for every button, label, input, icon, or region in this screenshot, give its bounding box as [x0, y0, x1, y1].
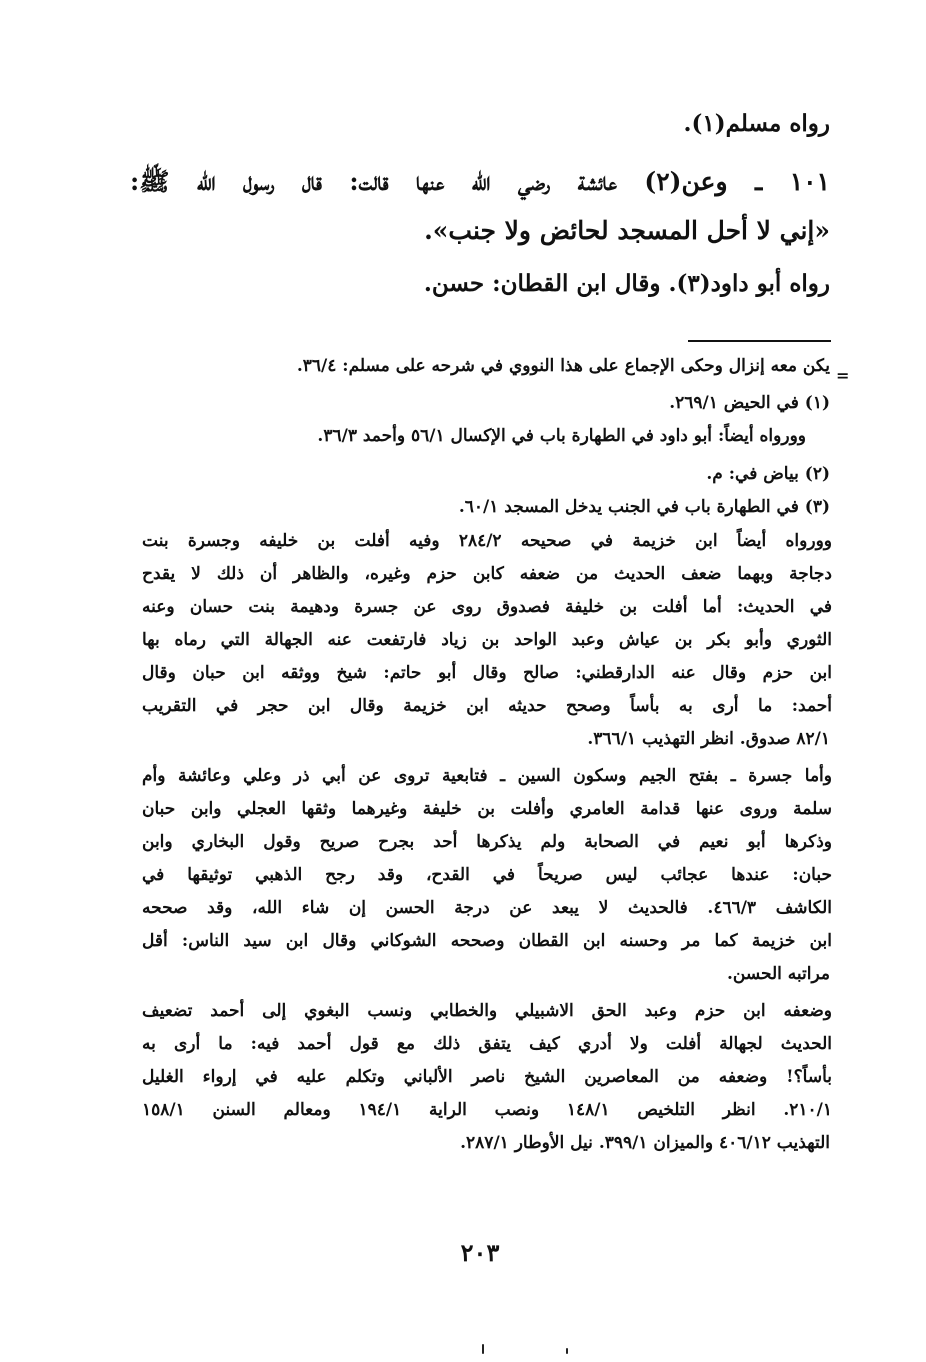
- footnote-divider: [688, 340, 831, 342]
- footnote-3: (٣) في الطهارة باب في الجنب يدخل المسجد ٦٠/١.: [458, 497, 830, 517]
- footnote-3-para1-line: ابن حزم وقال عنه الدارقطني: صالح وقال أبو حاتم: شيخ ووثقه ابن حبان وقال: [142, 663, 832, 683]
- page-number: ٢٠٣: [460, 1238, 500, 1267]
- footnote-3-para2-line: سلمة وروى عنها قدامة العامري وأفلت بن خليفة وغيرهما وثقها العجلي وابن حبان: [142, 799, 832, 819]
- main-line-hadith-quote: «إني لا أحل المسجد لحائض ولا جنب».: [424, 216, 830, 245]
- scan-speck: [482, 1344, 484, 1354]
- footnote-3-para3-line: وضعفه ابن حزم وعبد الحق الاشبيلي والخطابي ونسب البغوي إلى أحمد تضعيف: [142, 1001, 832, 1021]
- footnote-3-para2-line: مراتبه الحسن.: [726, 964, 830, 984]
- footnote-3-para2-line: حبان: عندها عجائب ليس صريحاً في القدح، وقد رجح الذهبي توثيقها في: [142, 865, 832, 885]
- footnote-3-para1-line: دجاجة وبهما ضعف الحديث من ضعفه كابن حزم وغيره، والظاهر أن ذلك لا يقدح: [142, 564, 832, 584]
- footnote-1-continued: وورواه أيضاً: أبو داود في الطهارة باب في الإكسال ٥٦/١ وأحمد ٣٦/٣.: [317, 426, 806, 446]
- continuation-mark: =: [836, 366, 850, 385]
- footnote-3-para1-line: ٨٢/١ صدوق. انظر التهذيب ٣٦٦/١.: [587, 729, 830, 749]
- footnote-1: (١) في الحيض ٢٦٩/١.: [669, 393, 830, 413]
- scan-speck: [566, 1348, 568, 1354]
- footnote-3-para1-line: في الحديث: أما أفلت بن خليفة فصدوق روى عن جسرة ودهيمة بنت حسان وعنه: [142, 597, 832, 617]
- main-line-narration: رواه أبو داود(٣). وقال ابن القطان: حسن.: [423, 270, 830, 297]
- footnote-3-para2-line: ابن خزيمة كما مر وحسنه ابن القطان وصححه الشوكاني وقال ابن سيد الناس: أقل: [142, 931, 832, 951]
- footnote-continuation: يكن معه إنزال وحكى الإجماع على هذا النووي في شرحه على مسلم: ٣٦/٤.: [296, 356, 830, 376]
- footnote-3-para1-line: أحمد: ما أرى به بأساً وصحح حديثه ابن خزيمة وقال ابن حجر في التقريب: [142, 696, 832, 716]
- footnote-3-para3-line: التهذيب ٤٠٦/١٢ والميزان ٣٩٩/١. نيل الأوطار ٢٨٧/١.: [460, 1133, 830, 1153]
- footnote-3-para3-line: ٢١٠/١. انظر التلخيص ١٤٨/١ ونصب الراية ١٩٤/١ ومعالم السنن ١٥٨/١: [142, 1100, 833, 1120]
- footnote-3-para3-line: بأساً؟! وضعفه من المعاصرين الشيخ ناصر الألباني وتكلم عليه في إرواء الغليل: [142, 1067, 832, 1087]
- footnote-3-para1-line: الثوري وأبو بكر بن عياش وعبد الواحد بن زياد فارتفعت عنه الجهالة التي رماه بها: [142, 630, 832, 650]
- footnote-3-para3-line: الحديث لجهالة أفلت ولا أدري كيف يتفق ذلك مع قول أحمد فيه: ما أرى به: [142, 1034, 832, 1054]
- footnote-3-para2-line: الكاشف ٤٦٦/٣. فالحديث لا يبعد عن درجة الحسن إن شاء الله، وقد صححه: [142, 898, 833, 918]
- main-line-hadith-101: ١٠١ ـ وعن(٢) عائشة رضي الله عنها قالت: قال رسول الله ﷺ:: [130, 167, 830, 196]
- footnote-3-para1-line: وورواه أيضاً ابن خزيمة في صحيحه ٢٨٤/٢ وفيه أفلت بن خليفه وجسرة بنت: [142, 531, 832, 551]
- footnote-3-para2-line: وأما جسرة ـ بفتح الجيم وسكون السين ـ فتابعية تروى عن أبي ذر وعلي وعائشة وأم: [142, 766, 832, 786]
- main-text: [130, 110, 830, 300]
- main-line-1: رواه مسلم(١).: [683, 110, 830, 137]
- footnote-3-para2-line: وذكرها أبو نعيم في الصحابة ولم يذكرها أحد بجرح صريح وقول البخاري وابن: [142, 832, 832, 852]
- footnote-2: (٢) بياض في: م.: [706, 464, 830, 484]
